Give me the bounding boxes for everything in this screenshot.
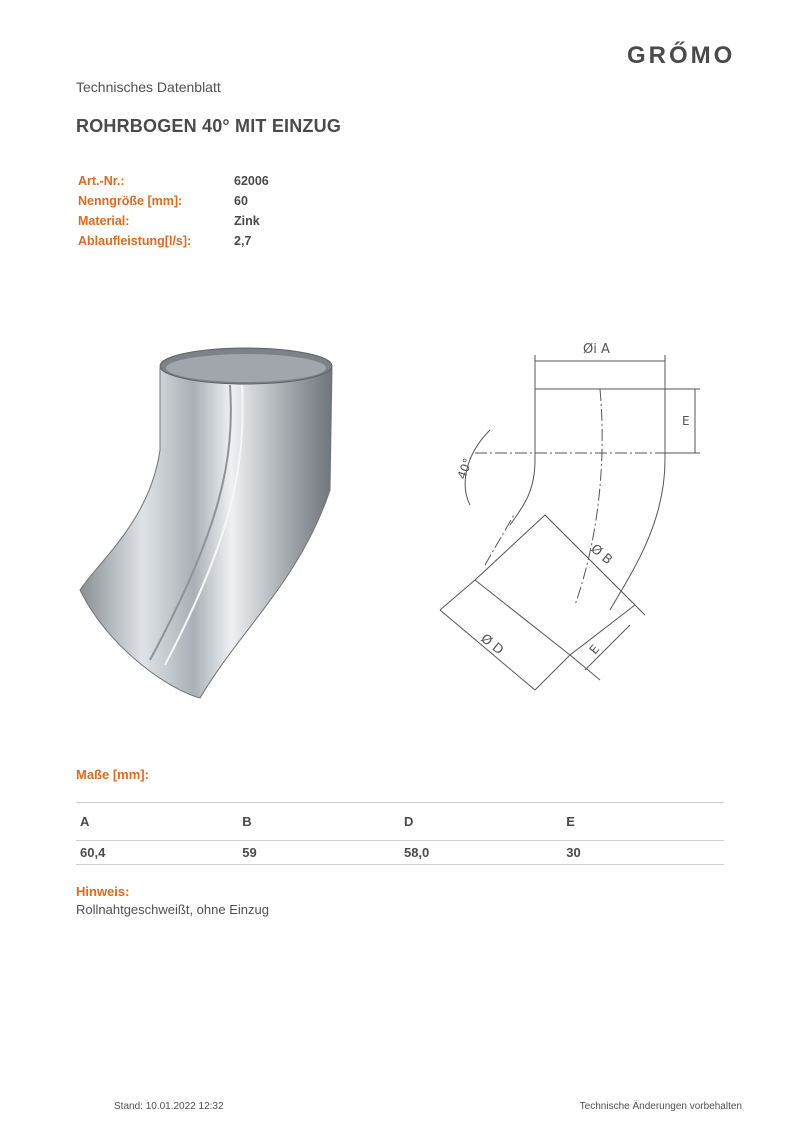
spec-row-material xyxy=(78,214,269,234)
note-title: Hinweis: xyxy=(76,884,130,899)
dim-label-e-top: E xyxy=(682,414,690,428)
measurements-table xyxy=(76,802,724,865)
dim-label-e-bottom: E xyxy=(586,642,603,657)
spec-row-size xyxy=(78,194,269,214)
measurements-title: Maße [mm]: xyxy=(76,767,149,782)
technical-drawing xyxy=(425,325,715,700)
spec-label: Art.-Nr.: xyxy=(78,174,125,188)
document-type: Technisches Datenblatt xyxy=(76,79,221,95)
spec-row-article xyxy=(78,174,269,194)
footer-disclaimer: Technische Änderungen vorbehalten xyxy=(579,1101,742,1112)
footer-date: Stand: 10.01.2022 12:32 xyxy=(114,1101,224,1112)
spec-label: Ablaufleistung[l/s]: xyxy=(78,234,192,248)
table-header-cell: D xyxy=(400,803,562,841)
spec-value: 60 xyxy=(234,194,248,208)
table-header-cell: B xyxy=(238,803,400,841)
table-header-cell: A xyxy=(76,803,238,841)
table-row xyxy=(76,841,724,865)
table-header-row xyxy=(76,803,724,841)
spec-label: Nenngröße [mm]: xyxy=(78,194,183,208)
spec-value: 62006 xyxy=(234,174,269,188)
table-header-cell: E xyxy=(562,803,724,841)
note-text: Rollnahtgeschweißt, ohne Einzug xyxy=(76,902,269,917)
table-cell: 30 xyxy=(562,841,724,865)
spec-row-flow xyxy=(78,234,269,254)
brand-logo: GRŐMO xyxy=(627,42,736,69)
dim-label-angle: 40° xyxy=(454,456,476,482)
table-cell: 58,0 xyxy=(400,841,562,865)
product-photo xyxy=(70,330,370,710)
table-cell: 59 xyxy=(238,841,400,865)
spec-value: Zink xyxy=(234,214,260,228)
product-title: ROHRBOGEN 40° MIT EINZUG xyxy=(76,116,342,136)
table-cell: 60,4 xyxy=(76,841,238,865)
dim-label-d: Ø D xyxy=(477,631,506,659)
dim-label-a: Øi A xyxy=(583,342,610,357)
spec-label: Material: xyxy=(78,214,130,228)
dim-label-b: Ø B xyxy=(587,541,615,569)
spec-list xyxy=(78,174,269,254)
spec-value: 2,7 xyxy=(234,234,252,248)
